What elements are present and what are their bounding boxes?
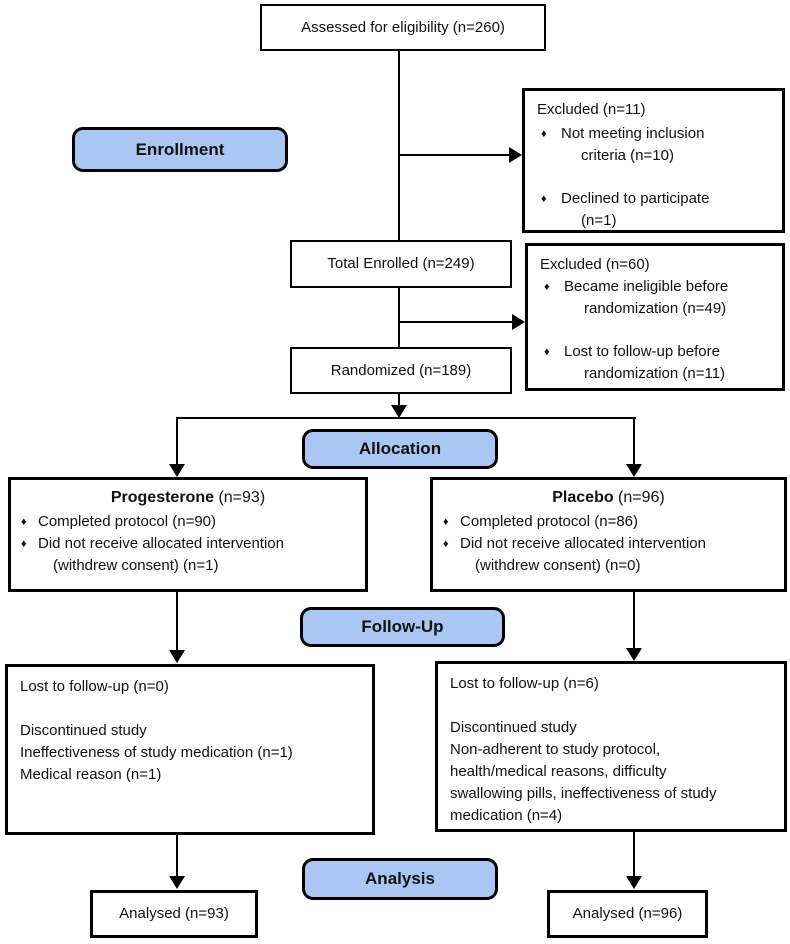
progesterone-arm-name: Progesterone xyxy=(110,489,214,506)
randomized-box xyxy=(290,347,512,394)
diamond-bullet-icon: ♦ xyxy=(21,516,27,528)
arrowhead-followup-left-icon xyxy=(169,650,185,663)
progesterone-arm-item-line: Completed protocol (n=90) xyxy=(38,513,217,530)
connector-branch-excluded1-line xyxy=(399,154,509,156)
followup-progesterone-line: Ineffectiveness of study medication (n=1) xyxy=(20,744,293,761)
excluded-randomization-box xyxy=(525,243,785,391)
excluded-randomization-item xyxy=(540,276,774,320)
progesterone-arm-item xyxy=(21,511,355,533)
followup-placebo-line: medication (n=4) xyxy=(450,807,563,824)
arrowhead-excluded2-icon xyxy=(512,314,525,330)
excluded-randomization-item-line: Became ineligible before xyxy=(564,278,729,295)
arrowhead-placebo-icon xyxy=(626,464,642,477)
followup-progesterone-line: Discontinued study xyxy=(20,722,147,739)
followup-placebo-box xyxy=(435,661,787,832)
connector-followup-to-analysed-left-line xyxy=(176,835,178,876)
progesterone-arm-box xyxy=(8,477,368,592)
analysed-progesterone-text: Analysed (n=93) xyxy=(119,905,229,922)
analysed-progesterone-box xyxy=(90,890,258,938)
followup-progesterone-line: Lost to follow-up (n=0) xyxy=(20,678,169,695)
diamond-bullet-icon: ♦ xyxy=(21,538,27,550)
stage-label-analysis-text: Analysis xyxy=(365,869,435,888)
progesterone-arm-item xyxy=(21,533,355,577)
randomized-text: Randomized (n=189) xyxy=(330,361,472,379)
followup-progesterone-box xyxy=(5,664,375,835)
connector-enrolled-to-randomized-line xyxy=(398,288,400,347)
stage-label-enrollment xyxy=(72,127,288,172)
assessed-eligibility-box xyxy=(260,4,546,51)
diamond-bullet-icon: ♦ xyxy=(443,538,449,550)
excluded-enrollment-title: Excluded (n=11) xyxy=(537,101,646,118)
followup-placebo-line: health/medical reasons, difficulty xyxy=(450,763,667,780)
placebo-arm-n: (n=96) xyxy=(613,489,665,506)
progesterone-arm-item-line: (withdrew consent) (n=1) xyxy=(53,557,219,574)
stage-label-enrollment-text: Enrollment xyxy=(135,139,225,159)
diamond-bullet-icon: ♦ xyxy=(541,128,547,140)
connector-to-placebo-line xyxy=(633,418,635,465)
excluded-randomization-item-line: Lost to follow-up before xyxy=(564,343,720,360)
placebo-arm-box xyxy=(430,477,787,592)
analysed-placebo-box xyxy=(547,890,708,938)
excluded-enrollment-item xyxy=(537,123,774,167)
followup-progesterone-line: Medical reason (n=1) xyxy=(20,766,162,783)
diamond-bullet-icon: ♦ xyxy=(443,516,449,528)
placebo-arm-item-line: Completed protocol (n=86) xyxy=(460,513,639,530)
arrowhead-excluded1-icon xyxy=(509,147,522,163)
total-enrolled-box xyxy=(290,240,512,288)
excluded-randomization-title: Excluded (n=60) xyxy=(540,256,650,273)
excluded-enrollment-box xyxy=(522,88,785,233)
progesterone-arm-title xyxy=(21,485,355,510)
excluded-enrollment-item-line: criteria (n=10) xyxy=(581,147,674,164)
followup-progesterone-line xyxy=(20,698,360,720)
diamond-bullet-icon: ♦ xyxy=(541,193,547,205)
connector-branch-excluded2-line xyxy=(399,321,512,323)
stage-label-followup xyxy=(300,607,505,647)
arrowhead-progesterone-icon xyxy=(169,464,185,477)
excluded-enrollment-item xyxy=(537,188,774,232)
assessed-eligibility-text: Assessed for eligibility (n=260) xyxy=(301,18,505,36)
stage-label-followup-text: Follow-Up xyxy=(361,617,444,636)
placebo-arm-item xyxy=(443,533,774,577)
progesterone-arm-n: (n=93) xyxy=(214,489,266,506)
connector-followup-to-analysed-right-line xyxy=(633,832,635,876)
placebo-arm-item-line: Did not receive allocated intervention xyxy=(460,535,706,552)
connector-assessed-to-enrolled-line xyxy=(398,51,400,240)
followup-placebo-line: Discontinued study xyxy=(450,719,577,736)
connector-progesterone-to-followup-line xyxy=(176,592,178,650)
arrowhead-analysed-right-icon xyxy=(626,876,642,889)
diamond-bullet-icon: ♦ xyxy=(544,281,550,293)
arrowhead-analysed-left-icon xyxy=(169,876,185,889)
excluded-randomization-item-line: randomization (n=11) xyxy=(584,365,726,382)
placebo-arm-item-line: (withdrew consent) (n=0) xyxy=(475,557,641,574)
placebo-arm-item xyxy=(443,511,774,533)
stage-label-allocation xyxy=(302,429,498,469)
excluded-enrollment-item-line: Declined to participate xyxy=(561,190,710,207)
connector-split-line xyxy=(176,417,636,419)
placebo-arm-title xyxy=(443,485,774,510)
progesterone-arm-item-line: Did not receive allocated intervention xyxy=(38,535,284,552)
placebo-arm-name: Placebo xyxy=(552,489,614,506)
connector-to-progesterone-line xyxy=(176,418,178,465)
excluded-enrollment-item-line: Not meeting inclusion xyxy=(561,125,705,142)
excluded-randomization-item-line: randomization (n=49) xyxy=(584,300,727,317)
stage-label-analysis xyxy=(302,858,498,900)
followup-placebo-line: Non-adherent to study protocol, xyxy=(450,741,661,758)
excluded-randomization-item xyxy=(540,341,774,385)
arrowhead-followup-right-icon xyxy=(626,648,642,661)
analysed-placebo-text: Analysed (n=96) xyxy=(572,905,683,922)
followup-placebo-line: Lost to follow-up (n=6) xyxy=(450,675,599,692)
diamond-bullet-icon: ♦ xyxy=(544,346,550,358)
excluded-enrollment-item-line: (n=1) xyxy=(581,212,617,229)
connector-placebo-to-followup-line xyxy=(633,592,635,648)
followup-placebo-line xyxy=(450,695,772,717)
stage-label-allocation-text: Allocation xyxy=(358,439,442,458)
total-enrolled-text: Total Enrolled (n=249) xyxy=(327,255,475,272)
followup-placebo-line: swallowing pills, ineffectiveness of study xyxy=(450,785,717,802)
